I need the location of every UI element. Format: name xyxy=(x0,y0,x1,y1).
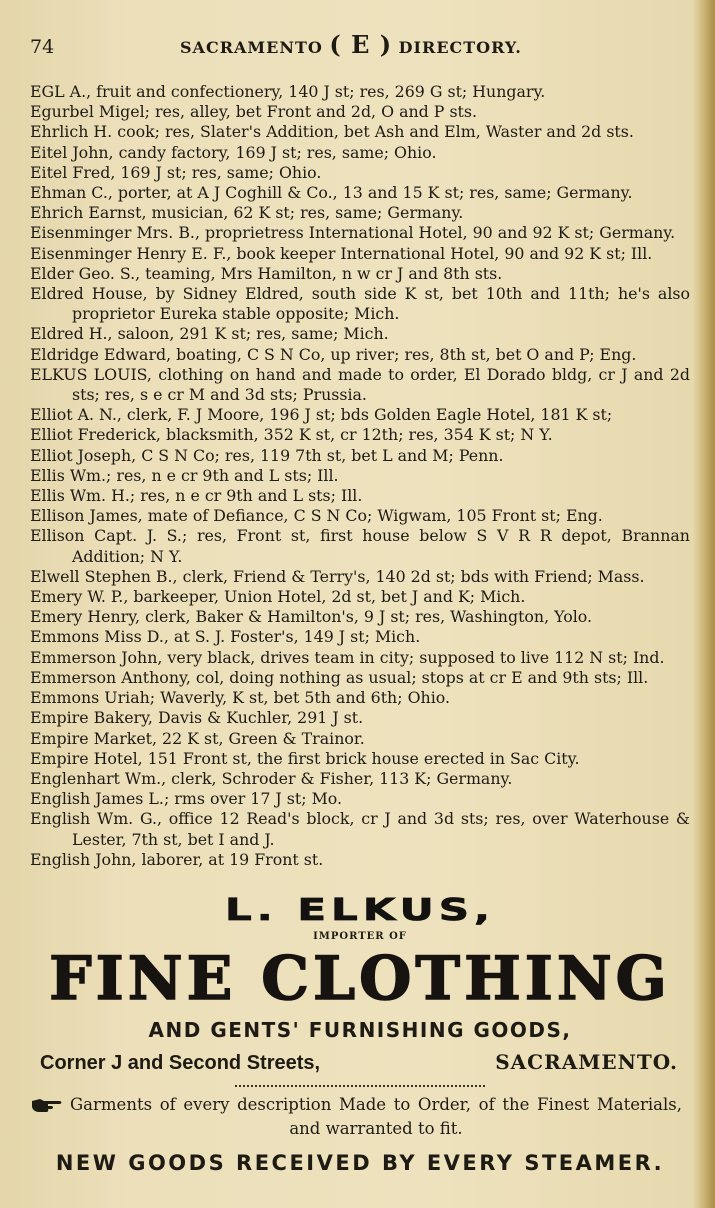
directory-entry: Empire Hotel, 151 Front st, the first brick house erected in Sac City. xyxy=(30,748,580,768)
directory-entry: Ellison Capt. J. S.; res, Front st, first house below S V R R depot, Brannan Addition; N Y. xyxy=(30,526,690,566)
directory-entry: EGL A., fruit and confectionery, 140 J st; res, 269 G st; Hungary. xyxy=(30,82,546,101)
directory-entry: Empire Market, 22 K st, Green & Trainor. xyxy=(30,728,365,748)
directory-entry: Emery W. P., barkeeper, Union Hotel, 2d st, bet J and K; Mich. xyxy=(30,587,526,607)
directory-entry: Eisenminger Mrs. B., proprietress International Hotel, 90 and 92 K st; Germany. xyxy=(30,223,676,243)
directory-entry: Elder Geo. S., teaming, Mrs Hamilton, n w cr J and 8th sts. xyxy=(30,263,503,283)
directory-entry: ELKUS LOUIS, clothing on hand and made to order, El Dorado bldg, cr J and 2d sts; res, s e cr M and 3d sts; Prussia. xyxy=(30,364,690,405)
directory-entry: Eitel John, candy factory, 169 J st; res, same; Ohio. xyxy=(30,142,437,162)
ad-importer-line: IMPORTER OF xyxy=(313,930,407,942)
directory-entry: Ehrich Earnst, musician, 62 K st; res, same; Germany. xyxy=(30,203,464,223)
directory-entries xyxy=(30,82,690,870)
directory-entry: Elwell Stephen B., clerk, Friend & Terry's, 140 2d st; bds with Friend; Mass. xyxy=(30,566,645,586)
directory-entry: English John, laborer, at 19 Front st. xyxy=(30,849,324,869)
directory-entry: Elliot Joseph, C S N Co; res, 119 7th st, bet L and M; Penn. xyxy=(30,445,504,465)
page-header xyxy=(30,30,693,64)
directory-entry: Eldred H., saloon, 291 K st; res, same; Mich. xyxy=(30,324,389,344)
directory-entry: English James L.; rms over 17 J st; Mo. xyxy=(30,789,343,809)
ad-subheadline: AND GENTS' FURNISHING GOODS, xyxy=(148,1017,572,1042)
directory-entry: Elliot Frederick, blacksmith, 352 K st, cr 12th; res, 354 K st; N Y. xyxy=(30,425,553,445)
pointing-hand-icon xyxy=(30,1095,64,1115)
directory-entry: Eldred House, by Sidney Eldred, south side K st, bet 10th and 11th; he's also proprietor Eureka stable opposite; Mich. xyxy=(30,284,690,324)
ad-address-row xyxy=(30,1048,690,1077)
running-title-left: SACRAMENTO xyxy=(180,38,323,57)
ad-steamer-line: NEW GOODS RECEIVED BY EVERY STEAMER. xyxy=(55,1150,665,1175)
directory-entry: Emmons Miss D., at S. J. Foster's, 149 J st; Mich. xyxy=(30,627,421,647)
directory-entry: Eisenminger Henry E. F., book keeper International Hotel, 90 and 92 K st; Ill. xyxy=(30,243,653,263)
directory-entry: Ehman C., porter, at A J Coghill & Co., 13 and 15 K st; res, same; Germany. xyxy=(30,183,633,203)
directory-entry: Eitel Fred, 169 J st; res, same; Ohio. xyxy=(30,162,322,182)
directory-entry: Ehrlich H. cook; res, Slater's Addition, bet Ash and Elm, Waster and 2d sts. xyxy=(30,122,634,142)
directory-entry: Englenhart Wm., clerk, Schroder & Fisher, 113 K; Germany. xyxy=(30,768,513,788)
directory-entry: English Wm. G., office 12 Read's block, cr J and 3d sts; res, over Waterhouse & Lester, 7th st, bet I and J. xyxy=(30,809,690,849)
running-title-letter: ( E ) xyxy=(329,30,393,59)
ad-address: Corner J and Second Streets, xyxy=(40,1051,321,1074)
page-number: 74 xyxy=(30,36,55,58)
directory-entry: Emmerson Anthony, col, doing nothing as usual; stops at cr E and 9th sts; Ill. xyxy=(30,667,649,687)
directory-entry: Ellis Wm.; res, n e cr 9th and L sts; Ill. xyxy=(30,465,339,485)
directory-entry: Emery Henry, clerk, Baker & Hamilton's, 9 J st; res, Washington, Yolo. xyxy=(30,607,593,627)
directory-entry: Eldridge Edward, boating, C S N Co, up river; res, 8th st, bet O and P; Eng. xyxy=(30,344,637,364)
directory-entry: Emmons Uriah; Waverly, K st, bet 5th and 6th; Ohio. xyxy=(30,688,450,708)
directory-entry: Egurbel Migel; res, alley, bet Front and 2d, O and P sts. xyxy=(30,102,478,122)
directory-entry: Emmerson John, very black, drives team in city; supposed to live 112 N st; Ind. xyxy=(30,647,665,667)
ad-merchant-name: L. ELKUS, xyxy=(225,891,495,928)
directory-entry: Ellison James, mate of Defiance, C S N Co; Wigwam, 105 Front st; Eng. xyxy=(30,506,603,526)
directory-entry: Ellis Wm. H.; res, n e cr 9th and L sts; Ill. xyxy=(30,486,363,506)
running-title xyxy=(180,30,693,59)
ad-city: SACRAMENTO. xyxy=(495,1049,678,1074)
ad-garments-row xyxy=(30,1093,690,1141)
page-spine-shadow xyxy=(693,0,715,1208)
ad-headline: FINE CLOTHING xyxy=(49,943,671,1014)
ad-garments-text: Garments of every description Made to Order, of the Finest Materials, and warranted to fit. xyxy=(70,1094,682,1138)
ad-wavy-rule xyxy=(235,1079,485,1087)
elkus-advertisement xyxy=(30,888,690,1177)
directory-entry: Empire Bakery, Davis & Kuchler, 291 J st. xyxy=(30,708,364,728)
running-title-right: DIRECTORY. xyxy=(398,38,522,57)
directory-entry: Elliot A. N., clerk, F. J Moore, 196 J st; bds Golden Eagle Hotel, 181 K st; xyxy=(30,405,613,425)
